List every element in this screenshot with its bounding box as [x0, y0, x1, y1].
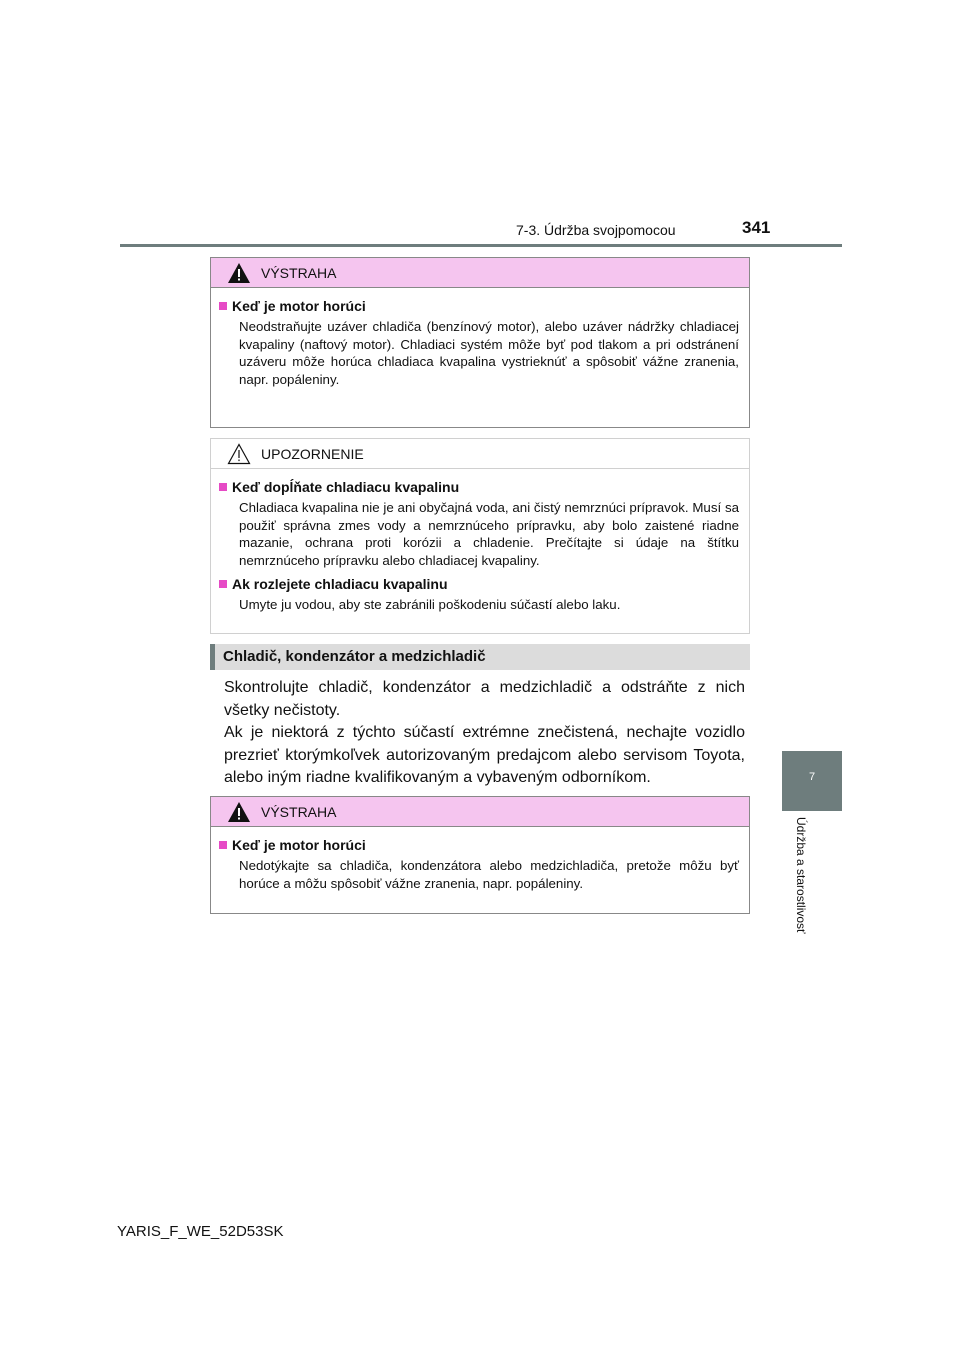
bullet-square-icon — [219, 580, 227, 588]
chapter-number: 7 — [808, 771, 816, 783]
bullet-square-icon — [219, 483, 227, 491]
warning-item-text: Neodstraňujte uzáver chladiča (benzínový motor), alebo uzáver nádržky chladiacej kvapaliny (naftový motor). Chladiaci systém môže byť pod tlakom a pri odstránení uzáveru môže horúca chladiaca kvapalina vystrieknúť a spôsobiť vážne zranenia, napr. popáleniny. — [239, 319, 739, 387]
warning-label: VÝSTRAHA — [261, 803, 337, 820]
page-number: 341 — [742, 218, 771, 237]
bullet-square-icon — [219, 841, 227, 849]
caution-label: UPOZORNENIE — [261, 445, 364, 462]
footer-document-code: YARIS_F_WE_52D53SK — [117, 1223, 284, 1240]
caution-box-header — [211, 439, 749, 469]
warning-triangle-icon — [227, 262, 251, 284]
header-section-title: 7-3. Údržba svojpomocou — [516, 222, 676, 238]
caution-item-title: Keď dopĺňate chladiacu kvapalinu — [219, 479, 739, 495]
warning-box-hot-radiator — [210, 796, 750, 914]
caution-item-title: Ak rozlejete chladiacu kvapalinu — [219, 576, 739, 592]
warning-box-body — [211, 288, 749, 407]
caution-item-text: Chladiaca kvapalina nie je ani obyčajná voda, ani čistý nemrznúci prípravok. Musí sa použiť správna zmes vody a nemrznúceho prípravku, aby bolo zaistené riadne mazanie, ochrana proti korózii a chladenie. Prečítajte si údaje na štítku nemrznúceho prípravku alebo chladiacej kvapaliny. — [239, 500, 739, 568]
chapter-label: Údržba a starostlivosť — [794, 817, 808, 934]
warning-item-title: Keď je motor horúci — [219, 298, 739, 314]
header-rule — [120, 244, 842, 247]
warning-box-body — [211, 827, 749, 911]
caution-item-text: Umyte ju vodou, aby ste zabránili poškodeniu súčastí alebo laku. — [239, 597, 621, 612]
body-paragraph: Ak je niektorá z týchto súčastí extrémne znečistená, nechajte vozidlo prezrieť ktorýmkoľvek autorizovaným predajcom alebo servisom Toyota, alebo iným riadne kvalifikovaným a vybaveným odborníkom. — [224, 724, 745, 787]
body-paragraph: Skontrolujte chladič, kondenzátor a medzichladič a odstráňte z nich všetky nečistoty. — [224, 679, 745, 719]
warning-box-header — [211, 258, 749, 288]
section-heading: Chladič, kondenzátor a medzichladič — [210, 644, 750, 670]
caution-box-body — [211, 469, 749, 633]
caution-box-coolant — [210, 438, 750, 634]
warning-triangle-icon — [227, 801, 251, 823]
section-body — [224, 677, 745, 790]
warning-label: VÝSTRAHA — [261, 264, 337, 281]
warning-item-title: Keď je motor horúci — [219, 837, 739, 853]
warning-box-hot-engine-cap — [210, 257, 750, 428]
warning-box-header — [211, 797, 749, 827]
bullet-square-icon — [219, 302, 227, 310]
caution-triangle-icon — [227, 443, 251, 465]
chapter-tab — [782, 751, 842, 811]
warning-item-text: Nedotýkajte sa chladiča, kondenzátora alebo medzichladiča, pretože môžu byť horúce a môžu spôsobiť vážne zranenia, napr. popáleniny. — [239, 858, 739, 891]
